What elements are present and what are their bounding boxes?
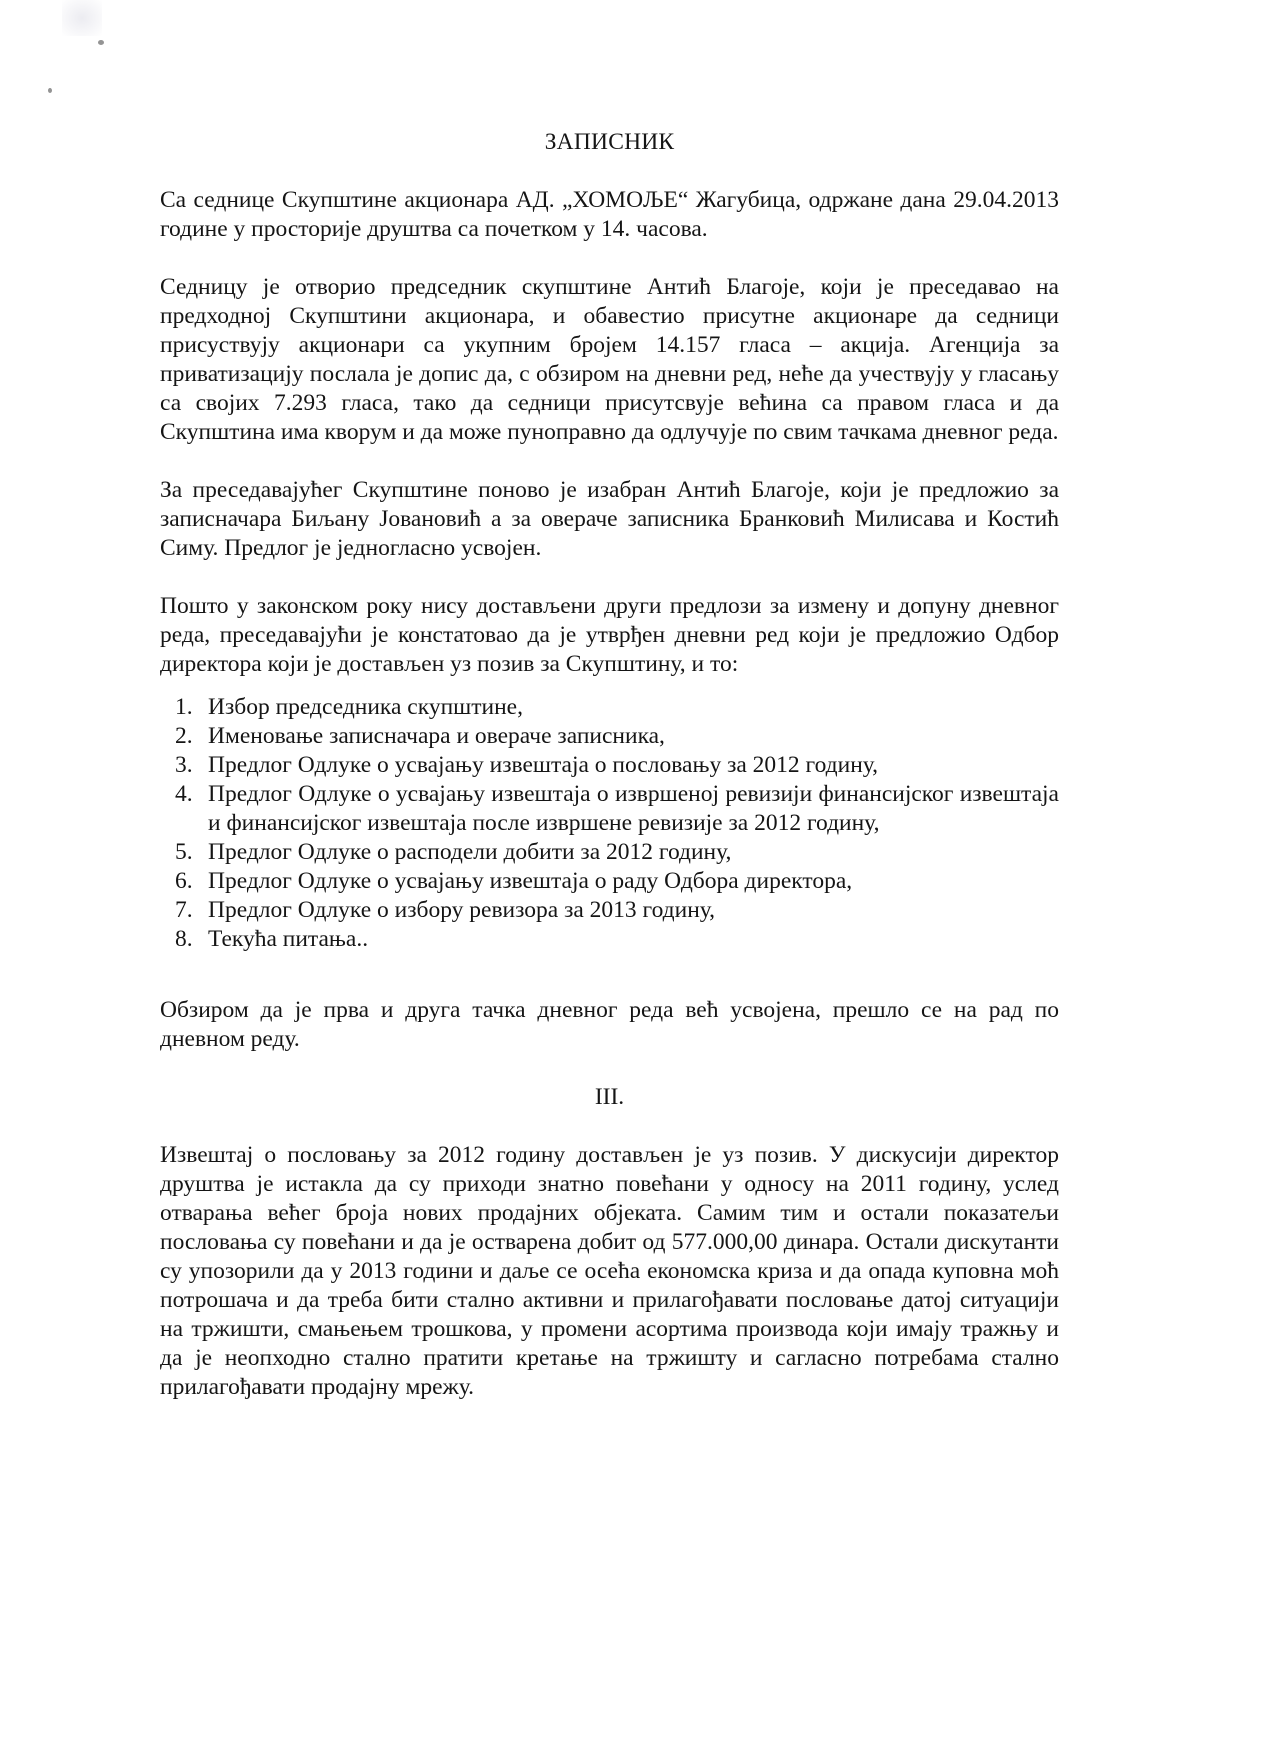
agenda-item-text: Избор председника скупштине, xyxy=(208,694,523,720)
agenda-item-text: Предлог Одлуке о расподели добити за 2012 годину, xyxy=(208,839,732,865)
after-agenda-paragraph: Обзиром да је прва и друга тачка дневног реда већ усвојена, прешло се на рад по дневном реду. xyxy=(160,997,1059,1052)
agenda-item-text: Именовање записначара и овераче записника, xyxy=(208,723,665,749)
agenda-item xyxy=(175,722,1059,751)
chair-election-paragraph: За преседавајућег Скупштине поново је изабран Антић Благоје, који је предложио за записначара Биљану Јовановић а за овераче записника Бранковић Милисава и Костић Симу. Предлог је једногласно усвојен. xyxy=(160,477,1059,561)
document-body xyxy=(160,128,1059,1431)
opening-paragraph: Седницу је отворио председник скупштине Антић Благоје, који је преседавао на предходној Скупштини акционара, и обавестио присутне акционаре да седници присуствују акционари са укупним бројем 14.157 гласа – акција. Агенција за приватизацију послала је допис да, с обзиром на дневни ред, неће да учествују у гласању са својих 7.293 гласа, тако да седници присутсвује већина са правом гласа и да Скупштина има кворум и да може пуноправно да одлучује по свим тачкама дневног реда. xyxy=(160,274,1059,445)
agenda-item xyxy=(175,867,1059,896)
section-number: III. xyxy=(594,1084,625,1110)
agenda-item-number: 4. xyxy=(175,781,193,807)
agenda-item-number: 3. xyxy=(175,752,193,778)
agenda-item-text: Предлог Одлуке о усвајању извештаја о раду Одбора директора, xyxy=(208,868,853,894)
document-title: ЗАПИСНИК xyxy=(544,129,675,155)
scan-artifact xyxy=(48,88,52,93)
agenda-item xyxy=(175,693,1059,722)
agenda-item-text: Предлог Одлуке о усвајању извештаја о извршеној ревизији финансијског извештаја и финансијског извештаја после извршене ревизије за 2012 годину, xyxy=(208,781,1059,836)
report-paragraph: Извештај о пословању за 2012 годину достављен је уз позив. У дискусији директор друштва је истакла да су приходи знатно повећани у односу на 2011 годину, услед отварања већег броја нових продајних објеката. Самим тим и остали показатељи пословања су повећани и да је остварена добит од 577.000,00 динара. Остали дискутанти су упозорили да у 2013 години и даље се осећа економска криза и да опада куповна моћ потрошача и да треба бити стално активни и прилагођавати пословање датој ситуацији на тржишти, смањењем трошкова, у промени асортима производа који имају тражњу и да је неопходно стално пратити кретање на тржишту и сагласно потребама стално прилагођавати продајну мрежу. xyxy=(160,1142,1059,1400)
agenda-item-number: 8. xyxy=(175,926,193,952)
agenda-item xyxy=(175,751,1059,780)
agenda-list xyxy=(160,693,1059,954)
agenda-item xyxy=(175,780,1059,838)
agenda-item-text: Предлог Одлуке о избору ревизора за 2013 годину, xyxy=(208,897,716,923)
agenda-item-number: 7. xyxy=(175,897,193,923)
scan-artifact xyxy=(98,40,104,45)
agenda-item xyxy=(175,838,1059,867)
agenda-item-number: 2. xyxy=(175,723,193,749)
agenda-item-text: Текућа питања.. xyxy=(208,926,369,952)
agenda-intro-paragraph: Пошто у законском року нису достављени други предлози за измену и допуну дневног реда, преседавајући је констатовао да је утврђен дневни ред који је предложио Одбор директора који је достављен уз позив за Скупштину, и то: xyxy=(160,593,1059,677)
scan-artifact xyxy=(62,0,102,36)
agenda-item-number: 5. xyxy=(175,839,193,865)
agenda-item xyxy=(175,925,1059,954)
agenda-item xyxy=(175,896,1059,925)
intro-paragraph: Са седнице Скупштине акционара АД. „ХОМОЉЕ“ Жагубица, одржане дана 29.04.2013 године у просторије друштва са почетком у 14. часова. xyxy=(160,187,1059,242)
agenda-item-number: 6. xyxy=(175,868,193,894)
agenda-item-number: 1. xyxy=(175,694,193,720)
agenda-item-text: Предлог Одлуке о усвајању извештаја о пословању за 2012 годину, xyxy=(208,752,879,778)
